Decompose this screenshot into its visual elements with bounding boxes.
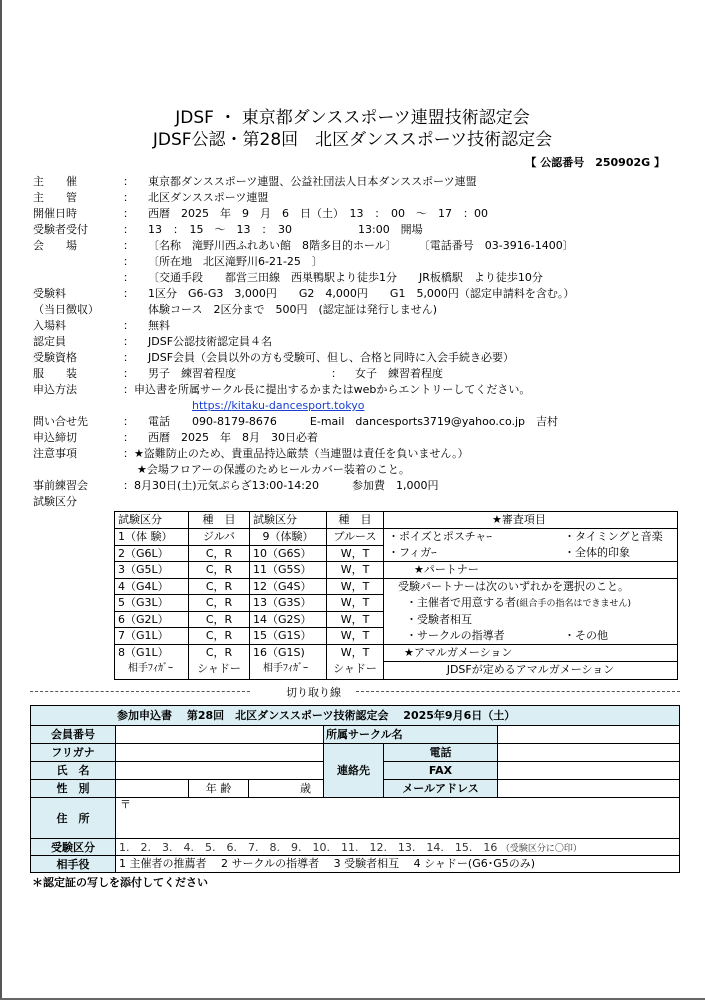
table-cell: 14（G2S） <box>250 612 327 628</box>
table-cell: W，T <box>327 595 384 612</box>
table-cell: C，R <box>189 628 250 645</box>
fax-field[interactable] <box>498 762 679 780</box>
furigana-field[interactable] <box>116 744 324 762</box>
cut-line-right <box>356 691 680 692</box>
info-row-deadline: 申込締切 ： 西暦 2025 年 8月 30日必着 <box>33 431 318 444</box>
info-row-practice: 事前練習会 ：8月30日(土)元気ぷらざ13:00-14:20 参加費 1,000円 <box>33 479 439 492</box>
table-cell: 12（G4S） <box>250 579 327 595</box>
info-row-fee: 受験料 ： 1区分 G6-G3 3,000円 G2 4,000円 G1 5,000円（認定申請料を含む。） <box>33 287 575 300</box>
info-row-venue: 会 場 ： 〔名称 滝野川西ふれあい館 8階多目的ホール〕 〔電話番号 03-3916-1400〕 <box>33 239 574 252</box>
partner-options: 受験パートナーは次のいずれかを選択のこと。 ・主催者で用意する者(組合手の指名はできません) ・受験者相互 ・サークルの指導者 ・その他 <box>384 579 677 645</box>
info-row-reception: 受験者受付 ： 13 ： 15 ～ 13 ： 30 13:00 開場 <box>33 223 423 236</box>
info-row-url <box>33 398 683 414</box>
review-items: ・ポイズとポスチャｰ ・タイミングと音楽 ・フィガｰ ・全体的印象 <box>384 529 677 562</box>
info-row-admission: 入場料 ： 無料 <box>33 319 170 332</box>
table-cell: ジルバ <box>189 529 250 546</box>
phone-label: 電話 <box>384 744 498 762</box>
application-form <box>30 705 680 873</box>
certification-number: 【 公認番号 250902G 】 <box>525 156 665 169</box>
gender-field[interactable] <box>116 780 189 798</box>
table-cell: W，T <box>327 546 384 562</box>
info-row-judges: 認定員 ： JDSF公認技術認定員４名 <box>33 335 273 348</box>
table-cell: W，T <box>327 562 384 579</box>
table-cell: 7（G1L） <box>115 628 189 645</box>
email-field[interactable] <box>498 780 679 798</box>
info-row-datetime: 開催日時 ： 西暦 2025 年 9 月 6 日（土） 13 ： 00 ～ 17 ：00 <box>33 207 488 220</box>
table-cell: 16（G1S) 相手ﾌｨｶﾞｰ <box>250 645 327 679</box>
table-cell: 6（G2L） <box>115 612 189 628</box>
page-title: JDSF ・ 東京都ダンススポーツ連盟技術認定会 <box>175 108 530 128</box>
exam-category-table <box>114 511 678 680</box>
table-cell: 11（G5S） <box>250 562 327 579</box>
exam-category-options[interactable]: 1. 2. 3. 4. 5. 6. 7. 8. 9. 10. 11. 12. 13. 14. 15. 16 （受験区分に〇印） <box>116 839 679 856</box>
table-header: ★審査項目 <box>384 512 677 529</box>
info-row-address: ： 〔所在地 北区滝野川6-21-25 〕 <box>123 255 323 268</box>
address-label: 住 所 <box>31 798 116 839</box>
page-subtitle: JDSF公認・第28回 北区ダンススポーツ技術認定会 <box>152 130 553 150</box>
table-cell: W，T <box>327 612 384 628</box>
furigana-label: フリガナ <box>31 744 116 762</box>
table-cell: C，R <box>189 595 250 612</box>
table-cell: 1（体 験） <box>115 529 189 546</box>
table-cell: C，R <box>189 546 250 562</box>
cut-line-label: 切り取り線 <box>286 686 341 699</box>
postal-mark: 〒 <box>120 798 131 811</box>
age-label: 年 齢 <box>189 780 249 798</box>
gender-label: 性 別 <box>31 780 116 798</box>
table-cell: 5（G3L） <box>115 595 189 612</box>
info-row-fee-sameday: （当日徴収） 体験コース 2区分まで 500円 (認定証は発行しません) <box>33 303 438 316</box>
info-row-dress: 服 装 ： 男子 練習着程度 ： 女子 練習着程度 <box>33 367 443 380</box>
footnote: ＊認定証の写しを添付してください <box>32 876 208 889</box>
table-cell: 3（G5L） <box>115 562 189 579</box>
table-cell: 2（G6L） <box>115 546 189 562</box>
table-cell: 13（G3S） <box>250 595 327 612</box>
member-number-field[interactable] <box>116 726 324 744</box>
partner-label: 相手役 <box>31 856 116 872</box>
circle-name-field[interactable] <box>498 726 679 744</box>
address-field[interactable] <box>116 798 679 839</box>
event-info <box>33 174 683 510</box>
email-label: メールアドレス <box>384 780 498 798</box>
info-row-organizer: 主 催 ： 東京都ダンススポーツ連盟、公益社団法人日本ダンススポーツ連盟 <box>33 175 477 188</box>
form-title: 参加申込書 第28回 北区ダンススポーツ技術認定会 2025年9月6日（土） <box>31 706 679 726</box>
table-cell: ブルース <box>327 529 384 546</box>
info-row-notes: 注意事項 ：★盗難防止のため、貴重品持込厳禁（当連盟は責任を負いません。） <box>33 447 469 460</box>
info-row-exam-category: 試験区分 <box>33 495 77 508</box>
fax-label: FAX <box>384 762 498 780</box>
table-cell: C，R <box>189 612 250 628</box>
contact-label: 連絡先 <box>324 744 384 798</box>
info-row-contact: 問い合せ先 ： 電話 090-8179-8676 E-mail dancesports3719@yahoo.co.jp 吉村 <box>33 415 559 428</box>
table-cell: W，T <box>327 628 384 645</box>
info-row-notes-2: ★会場フロアーの保護のためヒールカバー装着のこと。 <box>137 463 410 476</box>
age-field[interactable] <box>249 780 324 798</box>
table-cell: C，R <box>189 562 250 579</box>
age-unit: 歳 <box>300 782 311 795</box>
member-number-label: 会員番号 <box>31 726 116 744</box>
exam-category-label: 受験区分 <box>31 839 116 856</box>
info-row-host: 主 管 ： 北区ダンススポーツ連盟 <box>33 191 269 204</box>
table-cell: 8（G1L） 相手ﾌｨｶﾞｰ <box>115 645 189 679</box>
name-label: 氏 名 <box>31 762 116 780</box>
table-header: 種 目 <box>327 512 384 529</box>
partner-options[interactable]: 1 主催者の推薦者 2 サークルの指導者 3 受験者相互 4 シャドー(G6･G5のみ) <box>119 857 536 870</box>
cut-line-left <box>30 691 250 692</box>
table-header: 試験区分 <box>250 512 327 529</box>
info-row-eligibility: 受験資格 ： JDSF会員（会員以外の方も受験可、但し、合格と同時に入会手続き必要） <box>33 351 515 364</box>
table-cell: 4（G4L） <box>115 579 189 595</box>
table-cell: 10（G6S） <box>250 546 327 562</box>
phone-field[interactable] <box>498 744 679 762</box>
info-row-application: 申込方法 ：申込書を所属サークル長に提出するかまたはwebからエントリーしてください。 <box>33 383 531 396</box>
table-header: 試験区分 <box>115 512 189 529</box>
table-cell: W，T <box>327 579 384 595</box>
page-border-left <box>0 0 2 1000</box>
amalgamation-text: JDSFが定めるアマルガメーション <box>446 663 615 676</box>
circle-name-label: 所属サークル名 <box>324 726 498 744</box>
name-field[interactable] <box>116 762 324 780</box>
table-cell: C，R シャドー <box>189 645 250 679</box>
amalgamation-title: ★アマルガメーション <box>384 645 677 662</box>
website-link[interactable]: https://kitaku-dancesport.tokyo <box>192 399 365 412</box>
table-header: 種 目 <box>189 512 250 529</box>
partner-title: ★パートナー <box>384 562 677 579</box>
info-row-access: ： 〔交通手段 都営三田線 西巣鴨駅より徒歩1分 JR板橋駅 より徒歩10分 <box>123 271 543 284</box>
table-cell: W，T シャドー <box>327 645 384 679</box>
table-cell: 15（G1S） <box>250 628 327 645</box>
table-cell: C，R <box>189 579 250 595</box>
table-cell: 9（体験） <box>250 529 327 546</box>
